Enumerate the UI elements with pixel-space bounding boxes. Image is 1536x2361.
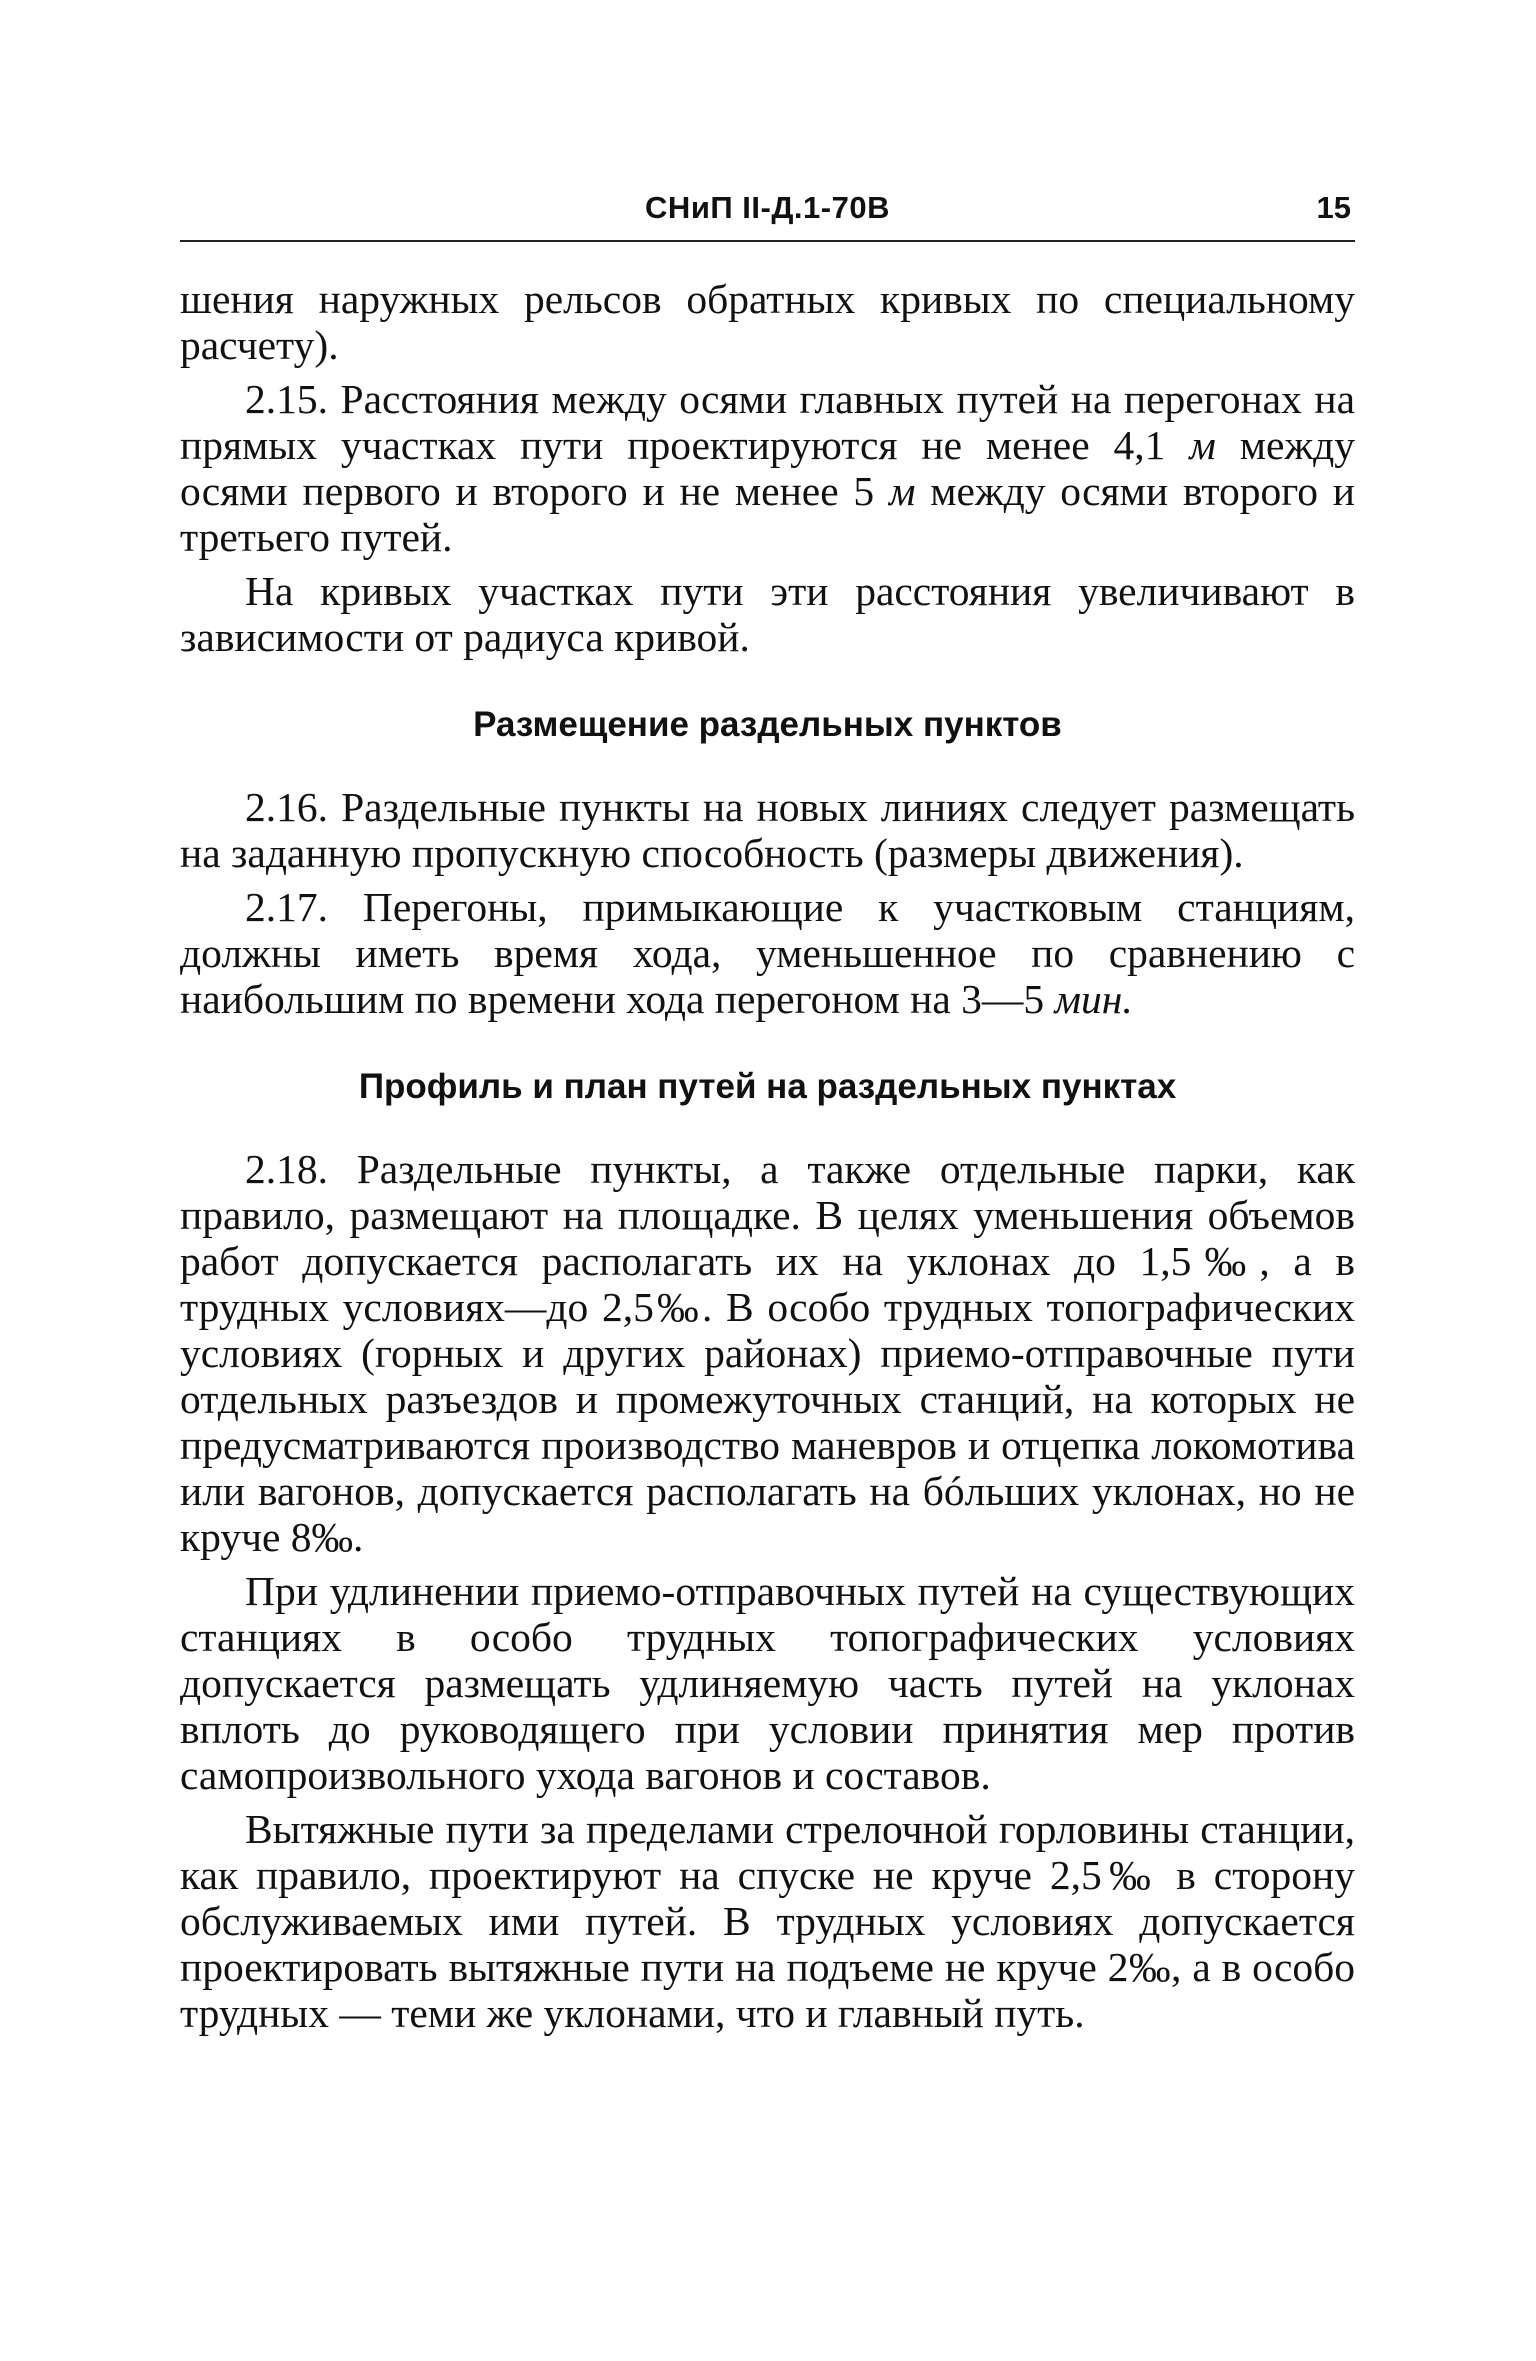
paragraph-extension: При удлинении приемо-отправочных путей на существующих станциях в особо трудных топографических условиях допускается размещать удлиняемую часть путей на уклонах вплоть до руководящего при условии принятия мер против самопроизвольного ухода вагонов и составов. (180, 1568, 1355, 1798)
document-code: СНиП II-Д.1-70В (645, 190, 890, 225)
running-header (180, 180, 1355, 242)
section-heading-placement: Размещение раздельных пунктов (473, 705, 1062, 744)
paragraph-2-15 (180, 376, 1355, 560)
paragraph-text: 2.15. Расстояния между осями главных путей на перегонах на прямых участках пути проектируются не менее 4,1 (180, 376, 1355, 468)
unit-meter: м (1189, 422, 1216, 468)
document-page (180, 180, 1355, 2044)
paragraph-2-16: 2.16. Раздельные пункты на новых линиях следует размещать на заданную пропускную способность (размеры движения). (180, 784, 1355, 876)
paragraph-exhaust-tracks: Вытяжные пути за пределами стрелочной горловины станции, как правило, проектируют на спуске не круче 2,5‰ в сторону обслуживаемых ими путей. В трудных условиях допускается проектировать вытяжные пути на подъеме не круче 2‰, а в особо трудных — теми же уклонами, что и главный путь. (180, 1806, 1355, 2036)
unit-minutes: мин. (1054, 976, 1133, 1022)
section-heading-profile: Профиль и план путей на раздельных пунктах (358, 1067, 1177, 1106)
paragraph-text: между осями первого и второго и не менее 5 (180, 422, 1355, 514)
paragraph-2-18: 2.18. Раздельные пункты, а также отдельные парки, как правило, размещают на площадке. В целях уменьшения объемов работ допускается располагать их на уклонах до 1,5‰, а в трудных условиях—до 2,5‰. В особо трудных топографических условиях (горных и других районах) приемо-отправочные пути отдельных разъездов и промежуточных станций, на которых не предусматриваются производство маневров и отцепка локомотива или вагонов, допускается располагать на бóльших уклонах, но не круче 8‰. (180, 1146, 1355, 1560)
paragraph-text: 2.17. Перегоны, примыкающие к участковым станциям, должны иметь время хода, уменьшенное по сравнению с наибольшим по времени хода перегоном на 3—5 (180, 884, 1355, 1022)
document-body (180, 276, 1355, 2036)
paragraph-curves: На кривых участках пути эти расстояния увеличивают в зависимости от радиуса кривой. (180, 568, 1355, 660)
paragraph-2-17 (180, 884, 1355, 1022)
paragraph-continuation: шения наружных рельсов обратных кривых по специальному расчету). (180, 276, 1355, 368)
paragraph-text: между осями второго и третьего путей. (180, 468, 1355, 560)
page-number: 15 (1316, 190, 1351, 225)
unit-meter: м (888, 468, 916, 514)
